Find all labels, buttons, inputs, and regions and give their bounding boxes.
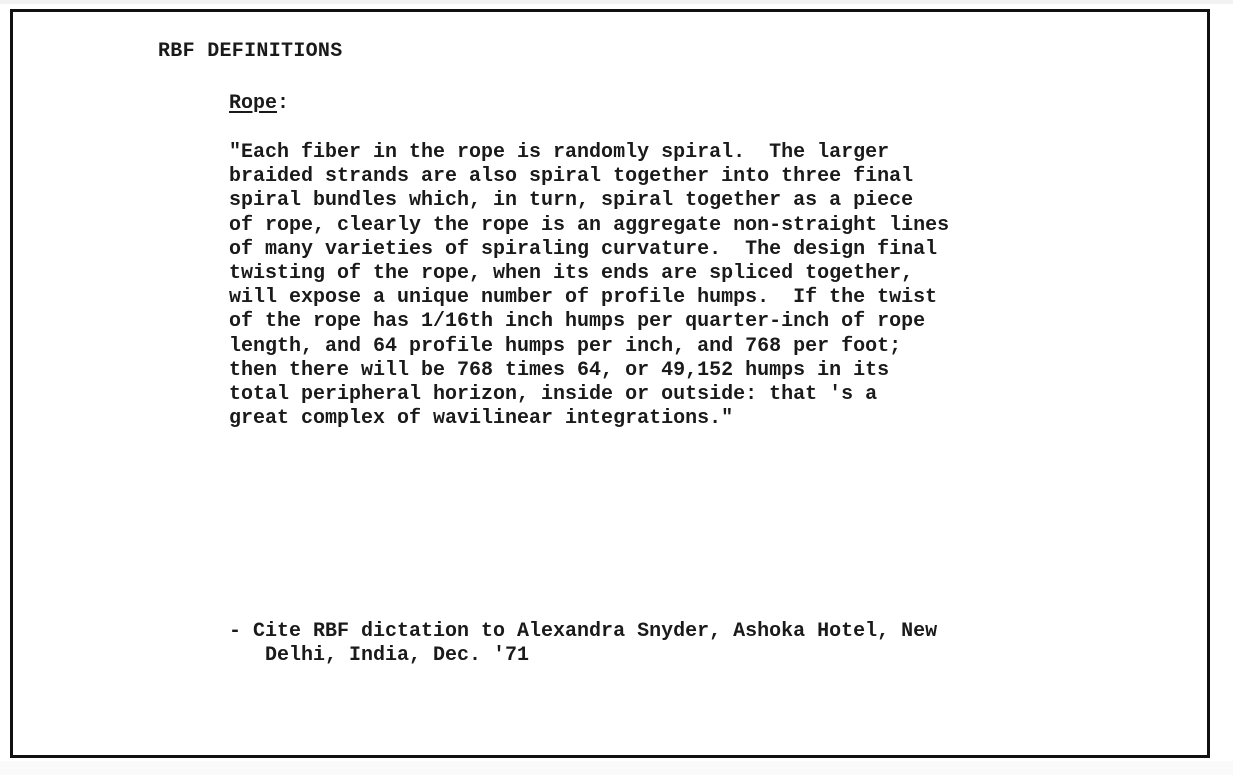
quote-line: length, and 64 profile humps per inch, and 768 per foot; xyxy=(229,334,902,358)
scan-bottom-edge xyxy=(0,761,1233,775)
quote-line: twisting of the rope, when its ends are spliced together, xyxy=(229,262,914,286)
quote-line: total peripheral horizon, inside or outside: that 's a xyxy=(229,383,878,407)
citation xyxy=(229,620,1109,668)
quote-line: braided strands are also spiral together into three final xyxy=(229,165,914,189)
citation-line: - Cite RBF dictation to Alexandra Snyder, Ashoka Hotel, New xyxy=(229,620,938,643)
quote-line: great complex of wavilinear integrations." xyxy=(229,407,734,431)
quote-line: "Each fiber in the rope is randomly spiral. The larger xyxy=(229,141,890,164)
definition-quote xyxy=(229,141,1109,431)
citation-line: Delhi, India, Dec. '71 xyxy=(229,644,530,667)
quote-line: of many varieties of spiraling curvature. The design final xyxy=(229,237,938,261)
quote-line: then there will be 768 times 64, or 49,152 humps in its xyxy=(229,358,890,382)
term-suffix: : xyxy=(277,92,290,115)
term-word: Rope xyxy=(229,92,278,115)
quote-line: of the rope has 1/16th inch humps per quarter-inch of rope xyxy=(229,310,926,334)
scan-top-edge xyxy=(0,0,1233,4)
term-heading xyxy=(229,92,289,115)
quote-line: of rope, clearly the rope is an aggregate non-straight lines xyxy=(229,213,950,237)
quote-line: will expose a unique number of profile humps. If the twist xyxy=(229,286,938,310)
quote-line: spiral bundles which, in turn, spiral together as a piece xyxy=(229,189,914,213)
document-heading: RBF DEFINITIONS xyxy=(158,40,343,63)
